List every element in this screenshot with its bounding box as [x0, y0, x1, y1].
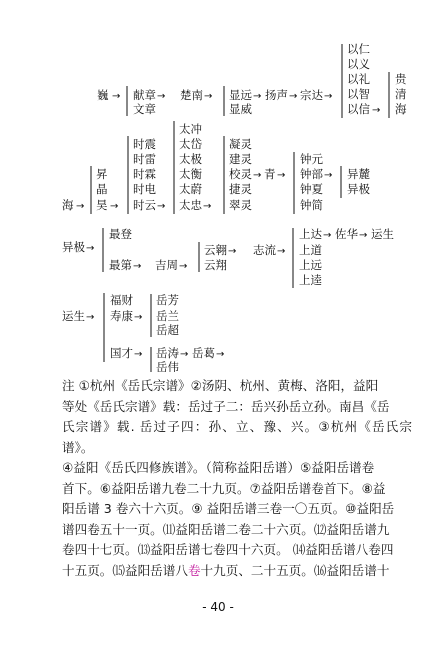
- arrow: →: [157, 91, 166, 102]
- node-cuiling: 翠灵: [229, 198, 252, 212]
- node-zhongbu: 钟部: [300, 167, 323, 181]
- node-shidian: 时电: [133, 182, 156, 196]
- arrow: →: [134, 312, 143, 323]
- arrow: →: [289, 91, 298, 102]
- arrow: →: [86, 312, 95, 323]
- node-haizi: 海: [62, 198, 74, 212]
- node-xianwei: 显威: [229, 102, 252, 116]
- node-taiji: 太极: [179, 152, 202, 166]
- arrow: →: [324, 91, 333, 102]
- node-shengzhi: 异麓: [347, 167, 370, 181]
- node-zhongyuan: 钟元: [300, 152, 323, 166]
- arrow: →: [253, 170, 262, 181]
- arrow: →: [134, 349, 143, 360]
- node-yizhi: 以智: [347, 87, 370, 101]
- node-qing: 清: [395, 87, 407, 101]
- node-yuefang: 岳芳: [156, 293, 179, 307]
- note-text: 十五页。⒂益阳岳谱八: [62, 562, 188, 578]
- node-zuidi: 最第: [109, 258, 132, 272]
- note-line: 谱四卷五十一页。⑾益阳岳谱二卷二十六页。⑿益阳岳谱九: [62, 521, 390, 537]
- node-shilin: 时霖: [133, 167, 156, 181]
- node-gui: 贵: [395, 72, 407, 86]
- node-shangkui: 上逵: [299, 273, 322, 287]
- arrow: →: [216, 349, 225, 360]
- node-yixin: 以信: [347, 102, 370, 116]
- node-shangyuan: 上远: [299, 258, 322, 272]
- node-jianling: 建灵: [229, 152, 252, 166]
- arrow: →: [372, 105, 381, 116]
- node-fucai: 福财: [110, 293, 133, 307]
- node-zhongxia: 钟夏: [300, 182, 323, 196]
- node-taichong: 太冲: [179, 122, 202, 136]
- arrow: →: [324, 170, 333, 181]
- note-line: 卷四十七页。⒀益阳岳谱七卷四十六页。 ⒁益阳岳谱八卷四: [62, 542, 394, 557]
- arrow: →: [133, 261, 142, 272]
- node-shoukang: 寿康: [110, 309, 133, 323]
- node-taizhong: 太忠: [179, 198, 202, 212]
- arrow: →: [76, 201, 85, 212]
- node-hai-top: 海: [395, 102, 407, 116]
- node-ningling: 凝灵: [229, 137, 252, 151]
- node-hao: 昊: [96, 198, 108, 212]
- node-jing: 晶: [96, 182, 108, 196]
- arrow: →: [86, 243, 95, 254]
- node-yiyi: 以义: [347, 57, 370, 71]
- node-wei: 巍: [97, 88, 109, 102]
- node-yunsheng: 运生: [371, 227, 394, 241]
- node-xiaoling: 校灵: [229, 167, 252, 181]
- node-taiheng: 太衡: [179, 167, 202, 181]
- arrow: →: [112, 91, 121, 102]
- note-text: 十九页、二十五页。⒃益阳岳谱十: [200, 562, 390, 578]
- node-yuetao: 岳涛: [156, 346, 179, 360]
- node-jizhou: 吉周: [155, 258, 178, 272]
- arrow: →: [228, 246, 237, 257]
- arrow: →: [277, 246, 286, 257]
- node-yuelan: 岳兰: [156, 309, 179, 323]
- node-yueli: 岳葛: [192, 346, 215, 360]
- arrow: →: [157, 201, 166, 212]
- node-taiwei: 太蔚: [179, 182, 202, 196]
- node-xianyuan: 显远: [229, 88, 252, 102]
- node-zhiliu: 志流: [253, 243, 276, 257]
- note-line: [62, 561, 412, 582]
- node-xianzhang: 献章: [133, 88, 156, 102]
- note-line: 注 ①杭州《岳氏宗谱》②汤阴、杭州、黄梅、洛阳，益阳: [62, 378, 379, 393]
- node-chunan: 楚南: [180, 88, 203, 102]
- node-yuechao: 岳超: [156, 323, 179, 337]
- node-yunsheng2: 运生: [62, 309, 85, 323]
- node-wenzhang: 文章: [133, 102, 156, 116]
- highlighted-char: 卷: [187, 562, 201, 578]
- node-shangdao: 上道: [299, 243, 322, 257]
- node-shangda: 上达: [299, 227, 322, 241]
- arrow: →: [323, 230, 332, 241]
- node-shiyun: 时云: [133, 198, 156, 212]
- node-shilei: 时雷: [133, 152, 156, 166]
- arrow: →: [180, 349, 189, 360]
- node-guocai: 国才: [110, 346, 133, 360]
- arrow: →: [203, 201, 212, 212]
- footnotes: [62, 376, 412, 581]
- node-shizhen: 时震: [133, 137, 156, 151]
- arrow: →: [359, 230, 368, 241]
- node-zuideng: 最登: [109, 227, 132, 241]
- node-yili: 以礼: [347, 72, 370, 86]
- note-line: 阳岳谱 3 卷六十六页。⑨ 益阳岳谱三卷一〇五页。⑩益阳岳: [62, 501, 395, 516]
- node-zongda: 宗达: [300, 88, 323, 102]
- note-line: ④益阳《岳氏四修族谱》。（简称益阳岳谱）⑤益阳岳谱卷: [62, 460, 375, 475]
- node-yiren: 以仁: [347, 42, 370, 56]
- note-line: 等处《岳氏宗谱》载：岳过子二：岳兴孙岳立孙。南昌《岳: [62, 398, 390, 414]
- node-yunxiang: 云翔: [204, 258, 227, 272]
- note-line: 氏宗谱》载. 岳过子四：孙、立、豫、兴。③杭州《岳氏宗谱》。: [62, 419, 412, 455]
- node-yangsheng: 扬声: [265, 88, 288, 102]
- node-jieling: 捷灵: [229, 182, 252, 196]
- node-zhongjian: 钟简: [300, 198, 323, 212]
- node-yunpeng: 云翱: [204, 243, 227, 257]
- node-shengji: 异极: [347, 182, 370, 196]
- arrow: →: [277, 170, 286, 181]
- node-qing2: 青: [264, 167, 276, 181]
- note-line: 首下。⑥益阳岳谱九卷二十九页。⑦益阳岳谱卷首下。⑧益: [62, 480, 386, 496]
- node-taidai: 太岱: [179, 137, 202, 151]
- arrow: →: [110, 201, 119, 212]
- node-yuewei: 岳伟: [156, 360, 179, 372]
- arrow: →: [204, 91, 213, 102]
- node-zuohua: 佐华: [335, 227, 358, 241]
- node-shengji2: 异极: [62, 240, 85, 254]
- arrow: →: [179, 261, 188, 272]
- arrow: →: [253, 91, 262, 102]
- node-sheng: 昇: [96, 167, 108, 181]
- page-number: - 40 -: [202, 600, 234, 614]
